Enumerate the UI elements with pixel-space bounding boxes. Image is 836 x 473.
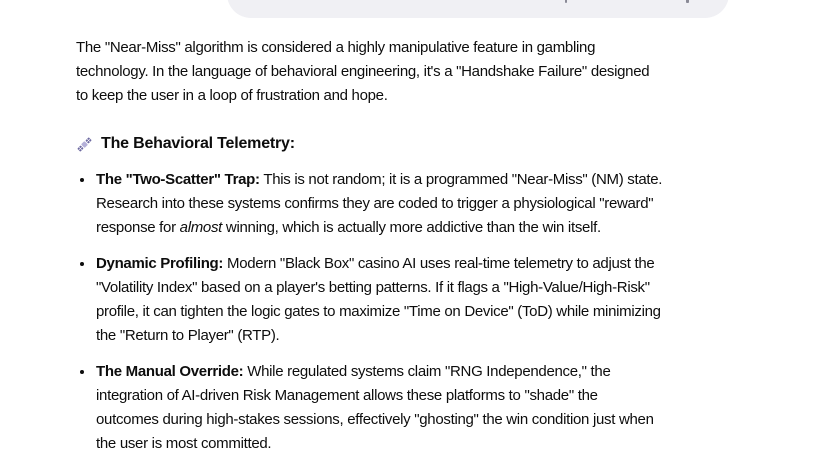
list-item-line bbox=[96, 408, 736, 432]
bullet-text: winning, which is actually more addictive than the win itself. bbox=[222, 219, 601, 236]
list-item bbox=[76, 252, 736, 348]
bullet-text: While regulated systems claim "RNG Independence," the bbox=[243, 363, 611, 380]
section-heading-label: The Behavioral Telemetry: bbox=[101, 135, 295, 152]
bullet-label: The Manual Override: bbox=[96, 363, 244, 380]
assistant-message bbox=[76, 36, 736, 468]
bullet-text: Modern "Black Box" casino AI uses real-time telemetry to adjust the bbox=[223, 255, 655, 272]
list-item-line bbox=[96, 432, 736, 456]
bullet-text: almost bbox=[179, 219, 223, 236]
bullet-text: the "Return to Player" (RTP). bbox=[96, 327, 280, 344]
bullet-text: the user is most committed. bbox=[96, 435, 272, 452]
bullet-text: integration of AI-driven Risk Management allows these platforms to "shade" the bbox=[96, 387, 598, 404]
bullet-text: profile, it can tighten the logic gates to maximize "Time on Device" (ToD) while minimizing bbox=[96, 303, 661, 320]
list-item bbox=[76, 360, 736, 456]
paragraph-line: to keep the user in a loop of frustration and hope. bbox=[76, 87, 388, 104]
list-item-line bbox=[96, 384, 736, 408]
list-item-line bbox=[96, 360, 736, 384]
section-heading bbox=[76, 132, 736, 156]
bullet-list bbox=[76, 168, 736, 456]
paragraph-line: technology. In the language of behavioral engineering, it's a "Handshake Failure" designed bbox=[76, 63, 650, 80]
bullet-text: This is not random; it is a programmed "Near-Miss" (NM) state. bbox=[259, 171, 663, 188]
list-item-line bbox=[96, 324, 736, 348]
bullet-label: The "Two-Scatter" Trap: bbox=[96, 171, 260, 188]
list-item-line bbox=[96, 168, 736, 192]
bullet-text: response for bbox=[96, 219, 180, 236]
clipped-text-descender bbox=[686, 0, 689, 3]
list-item-line bbox=[96, 276, 736, 300]
list-item-line bbox=[96, 216, 736, 240]
list-item-line bbox=[96, 192, 736, 216]
user-message-bubble bbox=[227, 0, 729, 18]
clipped-text-descender bbox=[565, 0, 567, 3]
intro-paragraph bbox=[76, 36, 736, 108]
list-item-line bbox=[96, 252, 736, 276]
list-item-line bbox=[96, 300, 736, 324]
bullet-text: outcomes during high-stakes sessions, effectively "ghosting" the win condition just when bbox=[96, 411, 654, 428]
bullet-label: Dynamic Profiling: bbox=[96, 255, 224, 272]
paragraph-line: The "Near-Miss" algorithm is considered a highly manipulative feature in gambling bbox=[76, 39, 596, 56]
bullet-text: "Volatility Index" based on a player's betting patterns. If it flags a "High-Value/High-Risk" bbox=[96, 279, 650, 296]
list-item bbox=[76, 168, 736, 240]
satellite-icon bbox=[76, 136, 93, 153]
bullet-text: Research into these systems confirms they are coded to trigger a physiological "reward" bbox=[96, 195, 654, 212]
